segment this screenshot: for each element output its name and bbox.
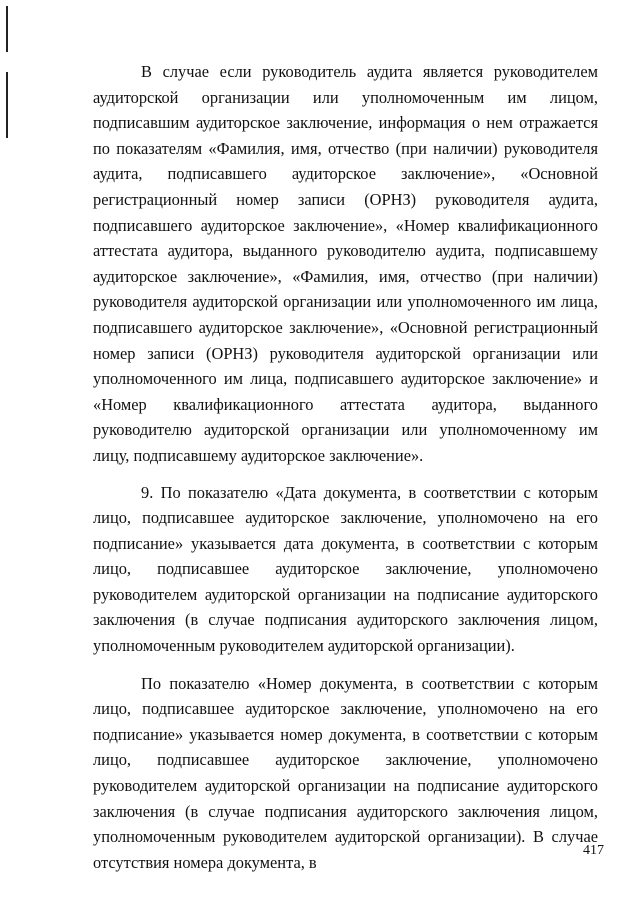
paragraph: В случае если руководитель аудита является руководителем аудиторской организации или уполномоченным им лицом, подписавшим аудиторское заключение, информация о нем отражается по показателям «Фамилия, имя, отчество (при наличии) руководителя аудита, подписавшего аудиторское заключение», «Основной регистрационный номер записи (ОРНЗ) руководителя аудита, подписавшего аудиторское заключение», «Номер квалификационного аттестата аудитора, выданного руководителю аудита, подписавшему аудиторское заключение», «Фамилия, имя, отчество (при наличии) руководителя аудиторской организации или уполномоченного им лица, подписавшего аудиторское заключение», «Основной регистрационный номер записи (ОРНЗ) руководителя аудиторской организации или уполномоченного им лица, подписавшего аудиторское заключение» и «Номер квалификационного аттестата аудитора, выданного руководителю аудиторской организации или уполномоченному им лицу, подписавшему аудиторское заключение». [93, 62, 598, 465]
body-text [93, 59, 598, 875]
page-number: 417 [583, 843, 604, 858]
paragraph: По показателю «Номер документа, в соответствии с которым лицо, подписавшее аудиторское заключение, уполномочено на его подписание» указывается номер документа, в соответствии с которым лицо, подписавшее аудиторское заключение, уполномочено руководителем аудиторской организации на подписание аудиторского заключения (в случае подписания аудиторского заключения лицом, уполномоченным руководителем аудиторской организации). В случае отсутствия номера документа, в [93, 673, 598, 872]
paragraph: 9. По показателю «Дата документа, в соответствии с которым лицо, подписавшее аудиторское заключение, уполномочено на его подписание» указывается дата документа, в соответствии с которым лицо, подписавшее аудиторское заключение, уполномочено руководителем аудиторской организации на подписание аудиторского заключения (в случае подписания аудиторского заключения лицом, уполномоченным руководителем аудиторской организации). [93, 482, 598, 656]
margin-scan-mark [6, 6, 8, 52]
margin-scan-mark [6, 72, 8, 138]
